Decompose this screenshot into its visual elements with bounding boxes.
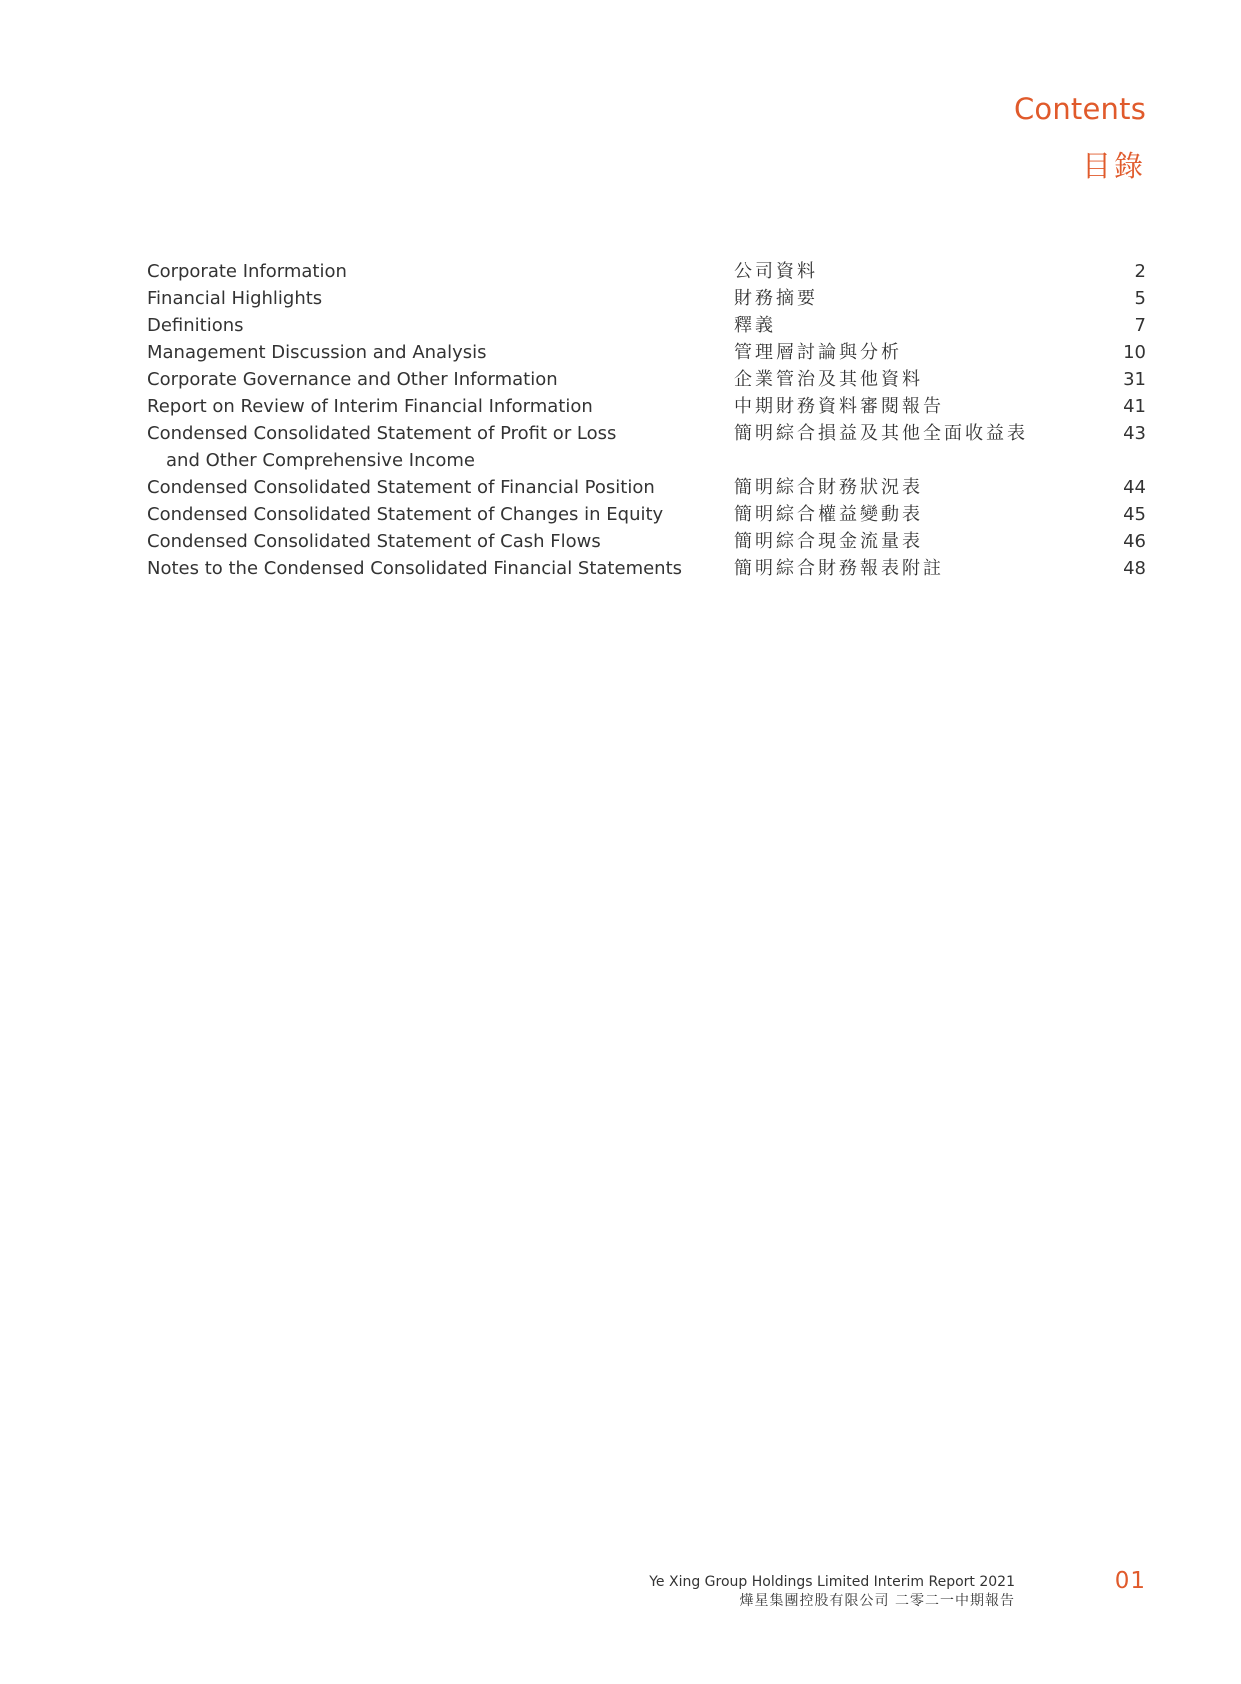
toc-entry-financial-position[interactable]: [147, 474, 1146, 501]
toc-entry-corporate-information[interactable]: [147, 258, 1146, 285]
toc-entry-chinese: 簡明綜合現金流量表: [734, 531, 923, 552]
toc-entry-definitions[interactable]: [147, 312, 1146, 339]
page-title-chinese: 目錄: [1081, 149, 1146, 183]
toc-entry-page-number: 31: [1123, 369, 1146, 390]
toc-entry-english: Definitions: [147, 315, 244, 336]
toc-entry-cash-flows[interactable]: [147, 528, 1146, 555]
page-footer: [649, 1573, 1015, 1611]
toc-entry-page-number: 48: [1123, 558, 1146, 579]
toc-entry-english: Report on Review of Interim Financial Information: [147, 396, 593, 417]
footer-report-title-english: Ye Xing Group Holdings Limited Interim Report 2021: [649, 1574, 1015, 1590]
toc-entry-chinese: 簡明綜合損益及其他全面收益表: [734, 423, 1028, 444]
toc-entry-english-line1: Condensed Consolidated Statement of Profit or Loss: [147, 423, 617, 444]
toc-entry-page-number: 41: [1123, 396, 1146, 417]
toc-entry-page-number: 2: [1134, 261, 1146, 282]
toc-entry-page-number: 44: [1123, 477, 1146, 498]
toc-entry-chinese: 管理層討論與分析: [734, 342, 902, 363]
toc-entry-review-report[interactable]: [147, 393, 1146, 420]
toc-entry-english: Condensed Consolidated Statement of Financial Position: [147, 477, 655, 498]
toc-entry-english: Corporate Information: [147, 261, 347, 282]
toc-entry-chinese: 財務摘要: [734, 288, 818, 309]
toc-entry-english-line2: and Other Comprehensive Income: [166, 450, 475, 471]
toc-entry-financial-highlights[interactable]: [147, 285, 1146, 312]
toc-entry-chinese: 簡明綜合財務報表附註: [734, 558, 944, 579]
toc-entry-notes[interactable]: [147, 555, 1146, 582]
toc-entry-english: Condensed Consolidated Statement of Cash Flows: [147, 531, 601, 552]
toc-entry-english: Corporate Governance and Other Information: [147, 369, 558, 390]
toc-entry-chinese: 公司資料: [734, 261, 818, 282]
toc-entry-page-number: 43: [1123, 423, 1146, 444]
toc-entry-page-number: 5: [1134, 288, 1146, 309]
toc-entry-changes-in-equity[interactable]: [147, 501, 1146, 528]
toc-entry-corporate-governance[interactable]: [147, 366, 1146, 393]
table-of-contents: [147, 258, 1146, 582]
footer-report-title-chinese: 燁星集團控股有限公司 二零二一中期報告: [739, 1593, 1015, 1609]
toc-entry-english: Condensed Consolidated Statement of Changes in Equity: [147, 504, 664, 525]
toc-entry-english: Financial Highlights: [147, 288, 323, 309]
toc-entry-english: Management Discussion and Analysis: [147, 342, 487, 363]
toc-entry-chinese: 簡明綜合權益變動表: [734, 504, 923, 525]
toc-entry-page-number: 46: [1123, 531, 1146, 552]
toc-entry-chinese: 簡明綜合財務狀況表: [734, 477, 923, 498]
page-number: 01: [1114, 1568, 1146, 1594]
toc-entry-management-discussion[interactable]: [147, 339, 1146, 366]
toc-entry-english: Notes to the Condensed Consolidated Financial Statements: [147, 558, 683, 579]
toc-entry-profit-or-loss[interactable]: [147, 420, 1146, 474]
toc-entry-english: [147, 420, 707, 474]
toc-entry-page-number: 45: [1123, 504, 1146, 525]
page-title-english: Contents: [1013, 92, 1146, 126]
toc-entry-page-number: 10: [1123, 342, 1146, 363]
toc-entry-page-number: 7: [1134, 315, 1146, 336]
toc-entry-chinese: 企業管治及其他資料: [734, 369, 923, 390]
toc-entry-chinese: 中期財務資料審閱報告: [734, 396, 944, 417]
toc-entry-chinese: 釋義: [734, 315, 776, 336]
